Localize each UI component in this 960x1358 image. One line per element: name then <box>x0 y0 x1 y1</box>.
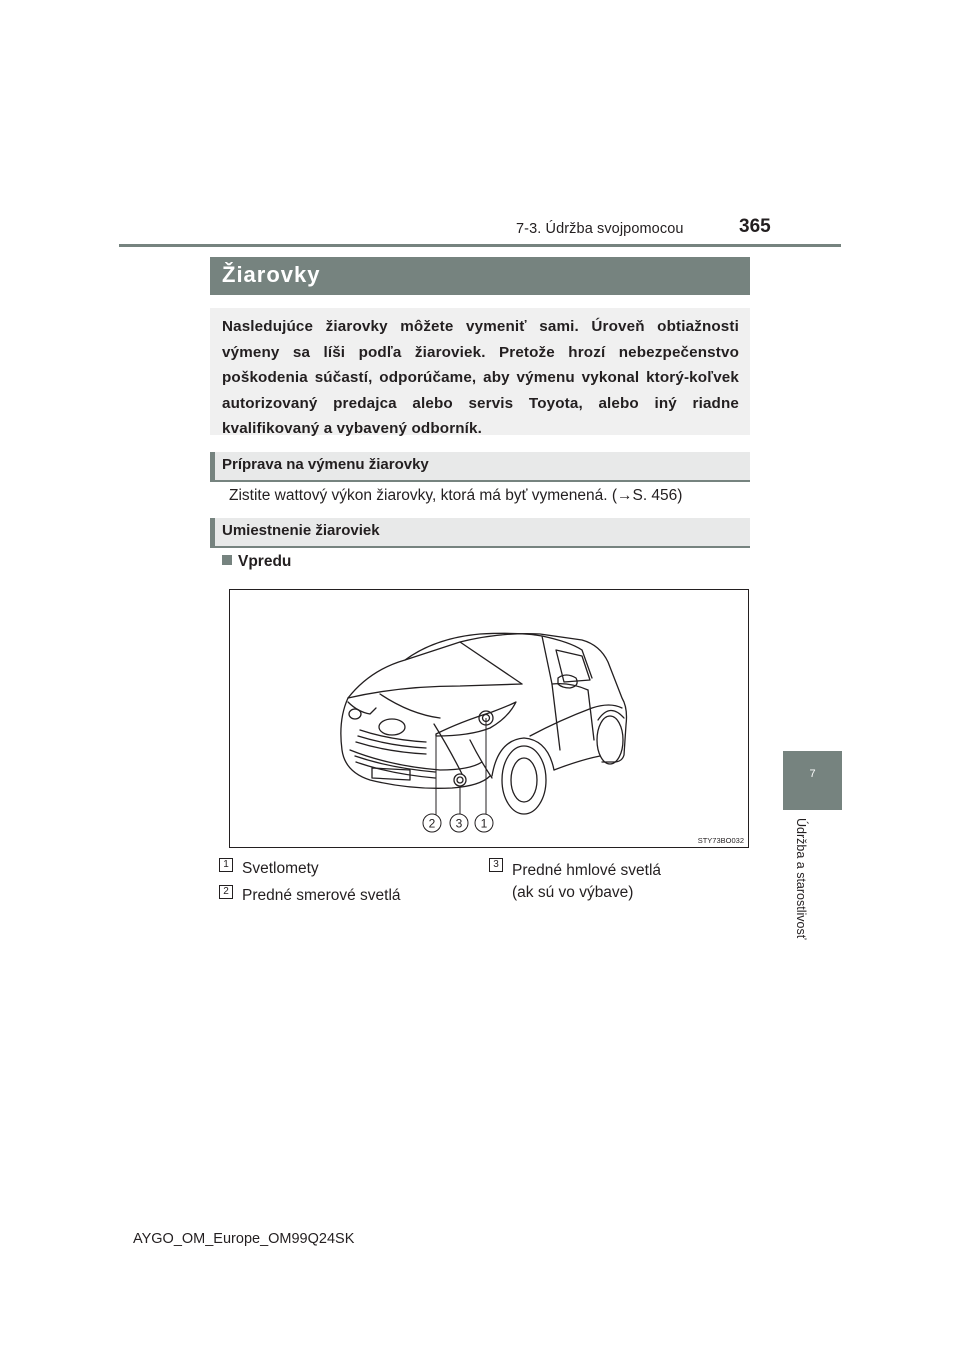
front-label <box>222 553 291 571</box>
page-number: 365 <box>739 216 771 237</box>
section-title: 7-3. Údržba svojpomocou <box>516 221 684 237</box>
callout-1: 1 <box>480 816 488 831</box>
header-rule <box>119 244 841 247</box>
document-code: AYGO_OM_Europe_OM99Q24SK <box>133 1231 355 1247</box>
legend-number-2: 2 <box>219 885 233 899</box>
legend-text-headlights: Svetlomety <box>242 860 319 877</box>
legend-number-3: 3 <box>489 858 503 872</box>
square-bullet-icon <box>222 555 232 565</box>
page-title: Žiarovky <box>222 262 321 287</box>
preparation-body: Zistite wattový výkon žiarovky, ktorá má byť vymenená. (→S. 456) <box>229 487 683 504</box>
chapter-vertical-label: Údržba a starostlivosť <box>794 818 808 940</box>
front-label-text: Vpredu <box>238 553 292 570</box>
legend-text-turn-signals: Predné smerové svetlá <box>242 887 401 904</box>
chapter-number: 7 <box>809 768 816 780</box>
car-illustration <box>229 589 749 848</box>
preparation-heading: Príprava na výmenu žiarovky <box>222 456 429 473</box>
intro-text: Nasledujúce žiarovky môžete vymeniť sami. Úroveň obtiažnosti výmeny sa líši podľa žiaroviek. Pretože hrozí nebezpečenstvo poškodenia súčastí, odporúčame, aby výmenu vykonal ktorý-koľvek autorizovaný predajca alebo servis Toyota, alebo iný riadne kvalifikovaný a vybavený odborník. <box>222 318 739 437</box>
callout-3: 3 <box>455 816 463 831</box>
figure-code: STY73BO032 <box>697 836 744 845</box>
chapter-tab <box>783 751 842 810</box>
figure-callouts <box>423 814 493 832</box>
location-heading: Umiestnenie žiaroviek <box>222 522 380 539</box>
legend-text-fog-lights: Predné hmlové svetlá (ak sú vo výbave) <box>512 862 662 901</box>
car-drawing <box>230 590 748 847</box>
callout-2: 2 <box>428 816 436 831</box>
legend-number-1: 1 <box>219 858 233 872</box>
